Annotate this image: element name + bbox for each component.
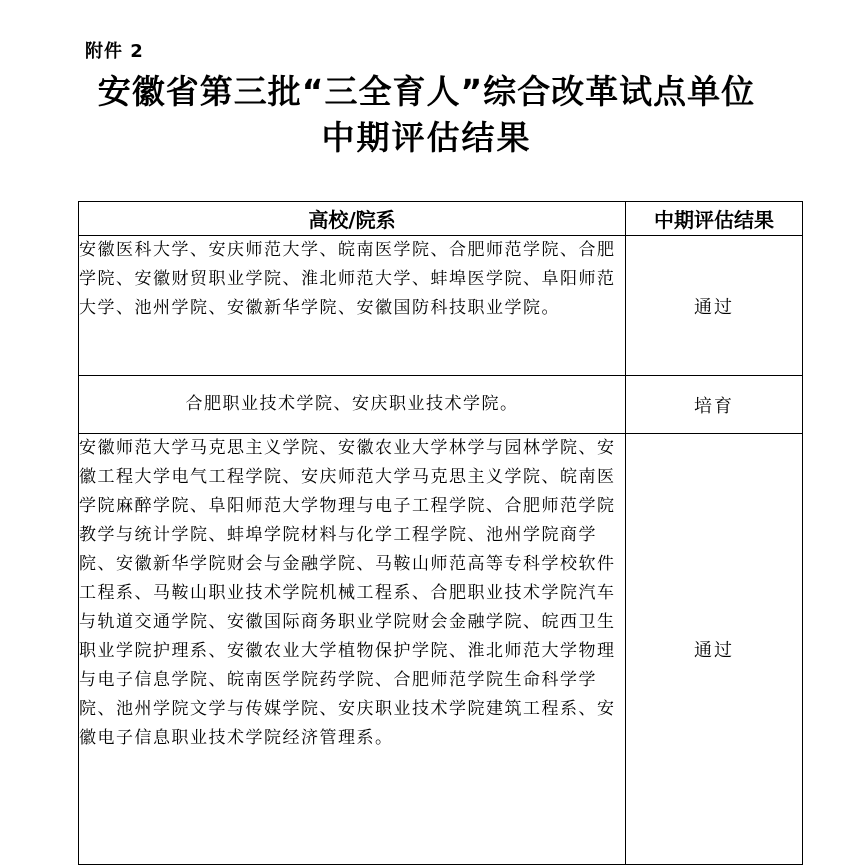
evaluation-results-table [78, 201, 803, 865]
result-cell: 通过 [626, 434, 803, 865]
table-row [79, 376, 803, 434]
unit-column-header: 高校/院系 [79, 202, 626, 236]
result-cell: 通过 [626, 236, 803, 376]
unit-list-cell: 安徽师范大学马克思主义学院、安徽农业大学林学与园林学院、安徽工程大学电气工程学院、安庆师范大学马克思主义学院、皖南医学院麻醉学院、阜阳师范大学物理与电子工程学院、合肥师范学院教学与统计学院、蚌埠学院材料与化学工程学院、池州学院商学院、安徽新华学院财会与金融学院、马鞍山师范高等专科学校软件工程系、马鞍山职业技术学院机械工程系、合肥职业技术学院汽车与轨道交通学院、安徽国际商务职业学院财会金融学院、皖西卫生职业学院护理系、安徽农业大学植物保护学院、淮北师范大学物理与电子信息学院、皖南医学院药学院、合肥师范学院生命科学学院、池州学院文学与传媒学院、安庆职业技术学院建筑工程系、安徽电子信息职业技术学院经济管理系。 [79, 434, 626, 865]
document-title: 安徽省第三批“三全育人”综合改革试点单位 [97, 72, 756, 111]
result-column-header: 中期评估结果 [626, 202, 803, 236]
table-header-row [79, 202, 803, 236]
unit-list-cell: 合肥职业技术学院、安庆职业技术学院。 [79, 376, 626, 434]
result-cell: 培育 [626, 376, 803, 434]
table-row [79, 236, 803, 376]
unit-list-cell: 安徽医科大学、安庆师范大学、皖南医学院、合肥师范学院、合肥学院、安徽财贸职业学院、淮北师范大学、蚌埠医学院、阜阳师范大学、池州学院、安徽新华学院、安徽国防科技职业学院。 [79, 236, 626, 376]
attachment-label: 附件 2 [85, 41, 144, 62]
table-row [79, 434, 803, 865]
document-subtitle: 中期评估结果 [321, 118, 532, 157]
